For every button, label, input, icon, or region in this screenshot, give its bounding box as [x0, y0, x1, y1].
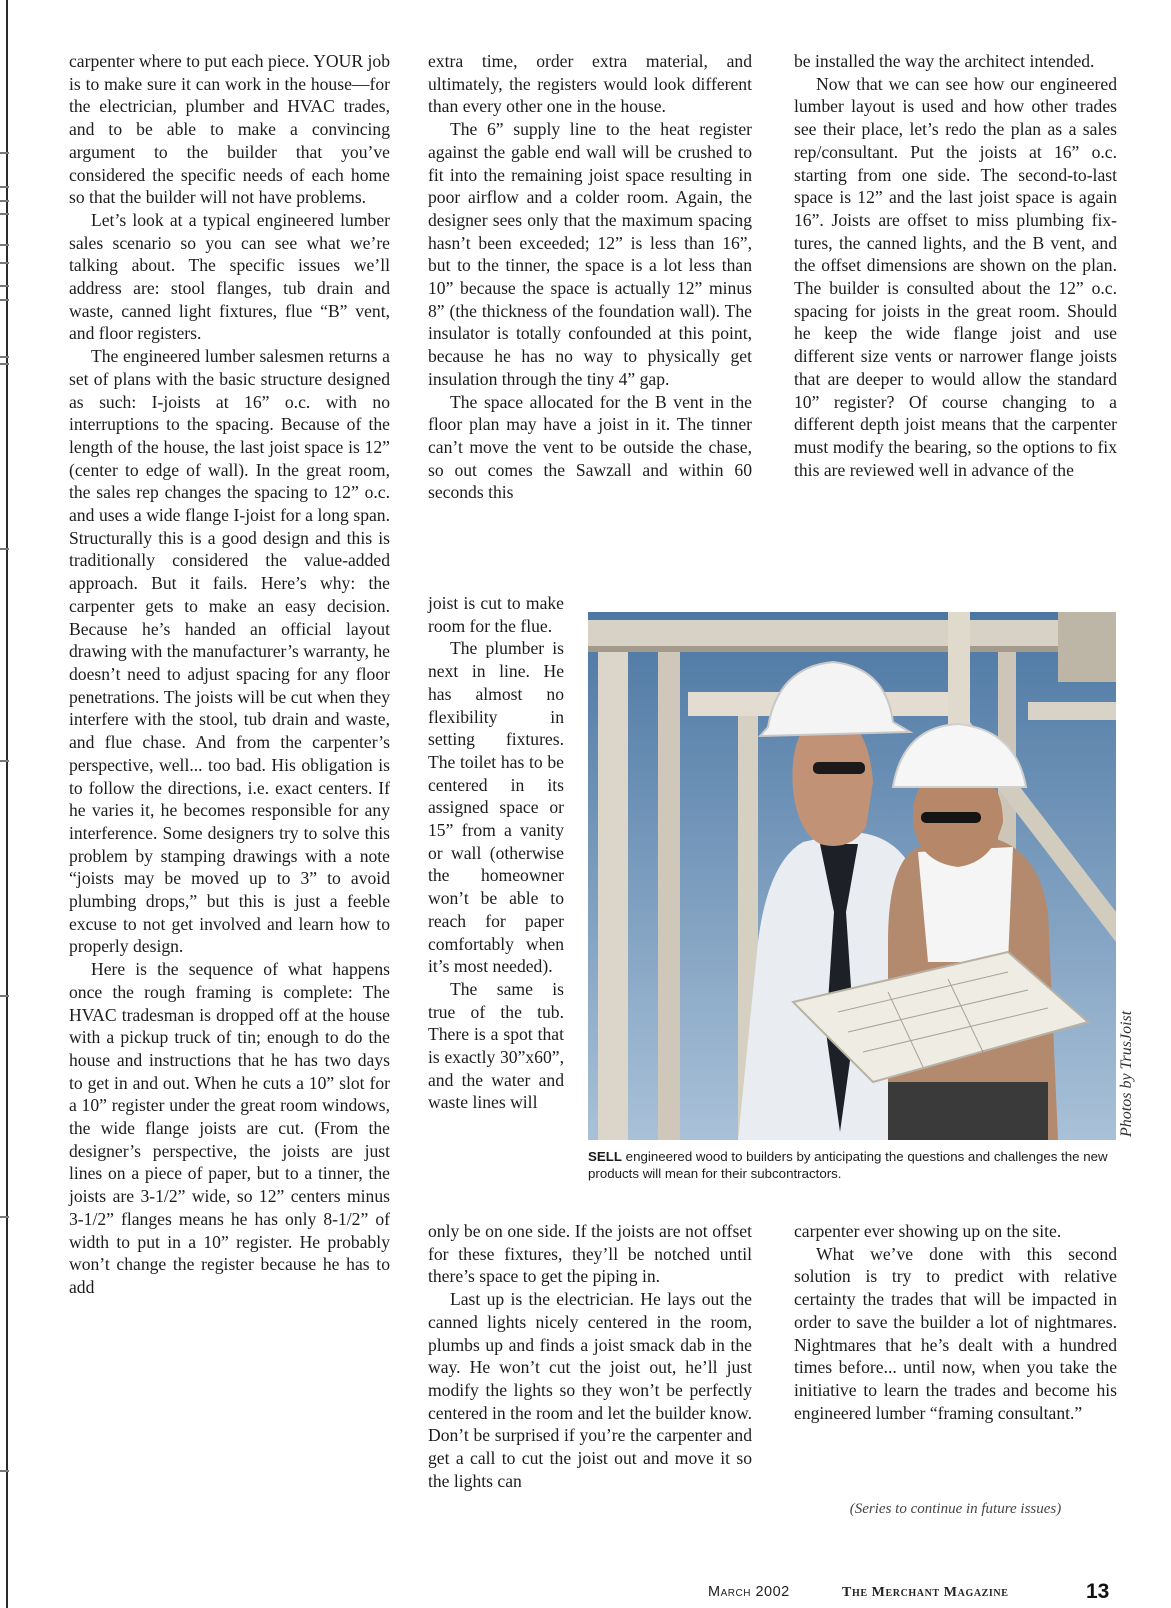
article-column-2-top	[428, 50, 752, 504]
paragraph: joist is cut to make room for the flue.	[428, 593, 564, 636]
paragraph: carpenter where to put each piece. YOUR job is to make sure it can work in the house—for the electrician, plumber and HVAC trades, and to be able to make a convincing argument to the builder that you’ve considered the specific needs of each home so that the builder will not have problems.	[69, 51, 390, 208]
article-column-2-bottom	[428, 1220, 752, 1492]
paragraph: The space allocated for the B vent in the floor plan may have a joist in it. The tinner can’t move the vent to be outside the chase, so out comes the Sawzall and within 60 seconds this	[428, 391, 752, 503]
article-column-2-narrow	[428, 592, 564, 1114]
paragraph: only be on one side. If the joists are not offset for these fixtures, they’ll be notched until there’s space to get the piping in.	[428, 1221, 752, 1287]
paragraph: The same is true of the tub. There is a spot that is exactly 30”x60”, and the water and waste lines will	[428, 978, 564, 1113]
paragraph: Last up is the electrician. He lays out the canned lights nicely centered in the room, plumbs up and finds a joist smack dab in the way. He won’t cut the joist out, he’ll just modify the lights so they won’t be perfectly centered in the room and let the builder know. Don’t be surprised if you’re the carpenter and get a call to cut the joist out and move it so the lights can	[428, 1289, 752, 1491]
paragraph: extra time, order extra material, and ultimately, the registers would look different than every other one in the house.	[428, 51, 752, 117]
paragraph: What we’ve done with this second solution is try to predict with relative certainty the trades that will be impacted in order to save the builder a lot of nightmares. Nightmares that he’s dealt with a hundred times before... until now, when you take the initiative to learn the trades and become his engineered lumber “framing consultant.”	[794, 1243, 1117, 1423]
series-note: (Series to continue in future issues)	[849, 1501, 1062, 1517]
page-footer	[0, 1582, 1171, 1608]
issue-date: March 2002	[708, 1584, 790, 1600]
paragraph: Now that we can see how our engineered lumber layout is used and how other trades see their place, let’s redo the plan as a sales rep/consultant. Put the joists at 16” o.c. starting from one side. The second-to-last space is 12” and the last joist space is again 16”. Joists are offset to miss plumbing fixtures, the canned lights, and the B vent, and the offset dimensions are shown on the plan. The builder is consulted about the 12” o.c. spacing for joists in the great room. Should he keep the wide flange joist and use different size vents or narrower flange joists that are deeper to would allow the standard 10” register? Of course changing to a different depth joist means that the carpenter must modify the bearing, so the options to fix this are reviewed well in advance of the	[794, 73, 1117, 480]
page-number: 13	[1086, 1580, 1110, 1603]
photo-credit: Photos by TrusJoist	[1118, 1010, 1135, 1137]
caption-lead: SELL	[588, 1149, 622, 1164]
magazine-title: The Merchant Magazine	[842, 1585, 1009, 1600]
article-column-3-top	[794, 50, 1117, 481]
page-edge-ticks	[0, 0, 12, 1608]
article-column-1	[69, 50, 390, 1299]
paragraph: Let’s look at a typical engineered lumber sales scenario so you can see what we’re talking about. The specific issues we’ll address are: stool flanges, tub drain and waste, canned light fixtures, flue “B” vent, and floor registers.	[69, 209, 390, 344]
paragraph: The engineered lumber salesmen returns a set of plans with the basic structure designed as such: I-joists at 16” o.c. with no interruptions to the spacing. Because of the length of the house, the last joist space is 12” (center to edge of wall). In the great room, the sales rep changes the spacing to 12” o.c. and uses a wide flange I-joist for a long span. Structurally this is a good design and this is traditionally considered the value-added approach. But it fails. Here’s why: the carpenter gets to make an easy decision. Because he’s handed an official layout drawing with the manufacturer’s warranty, he doesn’t need to adjust spacing for any floor penetrations. The joists will be cut when they interfere with the stool, tub drain and waste, and flue chase. And from the carpenter’s perspective, well... too bad. His obligation is to follow the directions, i.e. exact centers. If he varies it, he becomes responsible for any interference. Some designers try to solve this problem by stamping drawings with a note “joists may be moved up to 3” to avoid plumbing drops,” but this is just a feeble excuse to not get involved and learn how to properly design.	[69, 346, 390, 957]
paragraph: The plumber is next in line. He has almost no flexibility in setting fixtures. The toilet has to be centered in its assigned space or 15” from a vanity or wall (otherwise the homeowner won’t be able to reach for paper comfortably when it’s most needed).	[428, 638, 564, 977]
paragraph: carpenter ever showing up on the site.	[794, 1221, 1062, 1241]
paragraph: The 6” supply line to the heat register against the gable end wall will be crushed to fit into the remaining joist space resulting in poor airflow and a colder room. Again, the designer sees only that the maximum spacing hasn’t been exceeded; 12” is less than 16”, but to the tinner, the space is a lot less than 10” because the space is actually 12” minus 8” (the thickness of the foundation wall). The insulator is totally confounded at this point, because he has no way to physically get insulation through the tiny 4” gap.	[428, 119, 752, 389]
photo-caption	[588, 1148, 1118, 1182]
paragraph: be installed the way the architect intended.	[794, 51, 1095, 71]
article-column-3-bottom	[794, 1220, 1117, 1424]
construction-photo	[588, 612, 1116, 1140]
caption-text: engineered wood to builders by anticipating the questions and challenges the new products will mean for their subcontractors.	[588, 1149, 1108, 1181]
paragraph: Here is the sequence of what happens once the rough framing is complete: The HVAC tradesman is dropped off at the house with a pickup truck of tin; enough to do the house and instructions that he has two days to get in and out. When he cuts a 10” slot for a 10” register under the great room windows, the wide flange joists are cut. (From the designer’s perspective, the joists are just lines on a piece of paper, but to a tinner, the joists are 3-1/2” wide, so 12” centers minus 3-1/2” flanges means he has only 8-1/2” of width to put in a 10” register. He probably won’t change the register because he has to add	[69, 959, 390, 1297]
